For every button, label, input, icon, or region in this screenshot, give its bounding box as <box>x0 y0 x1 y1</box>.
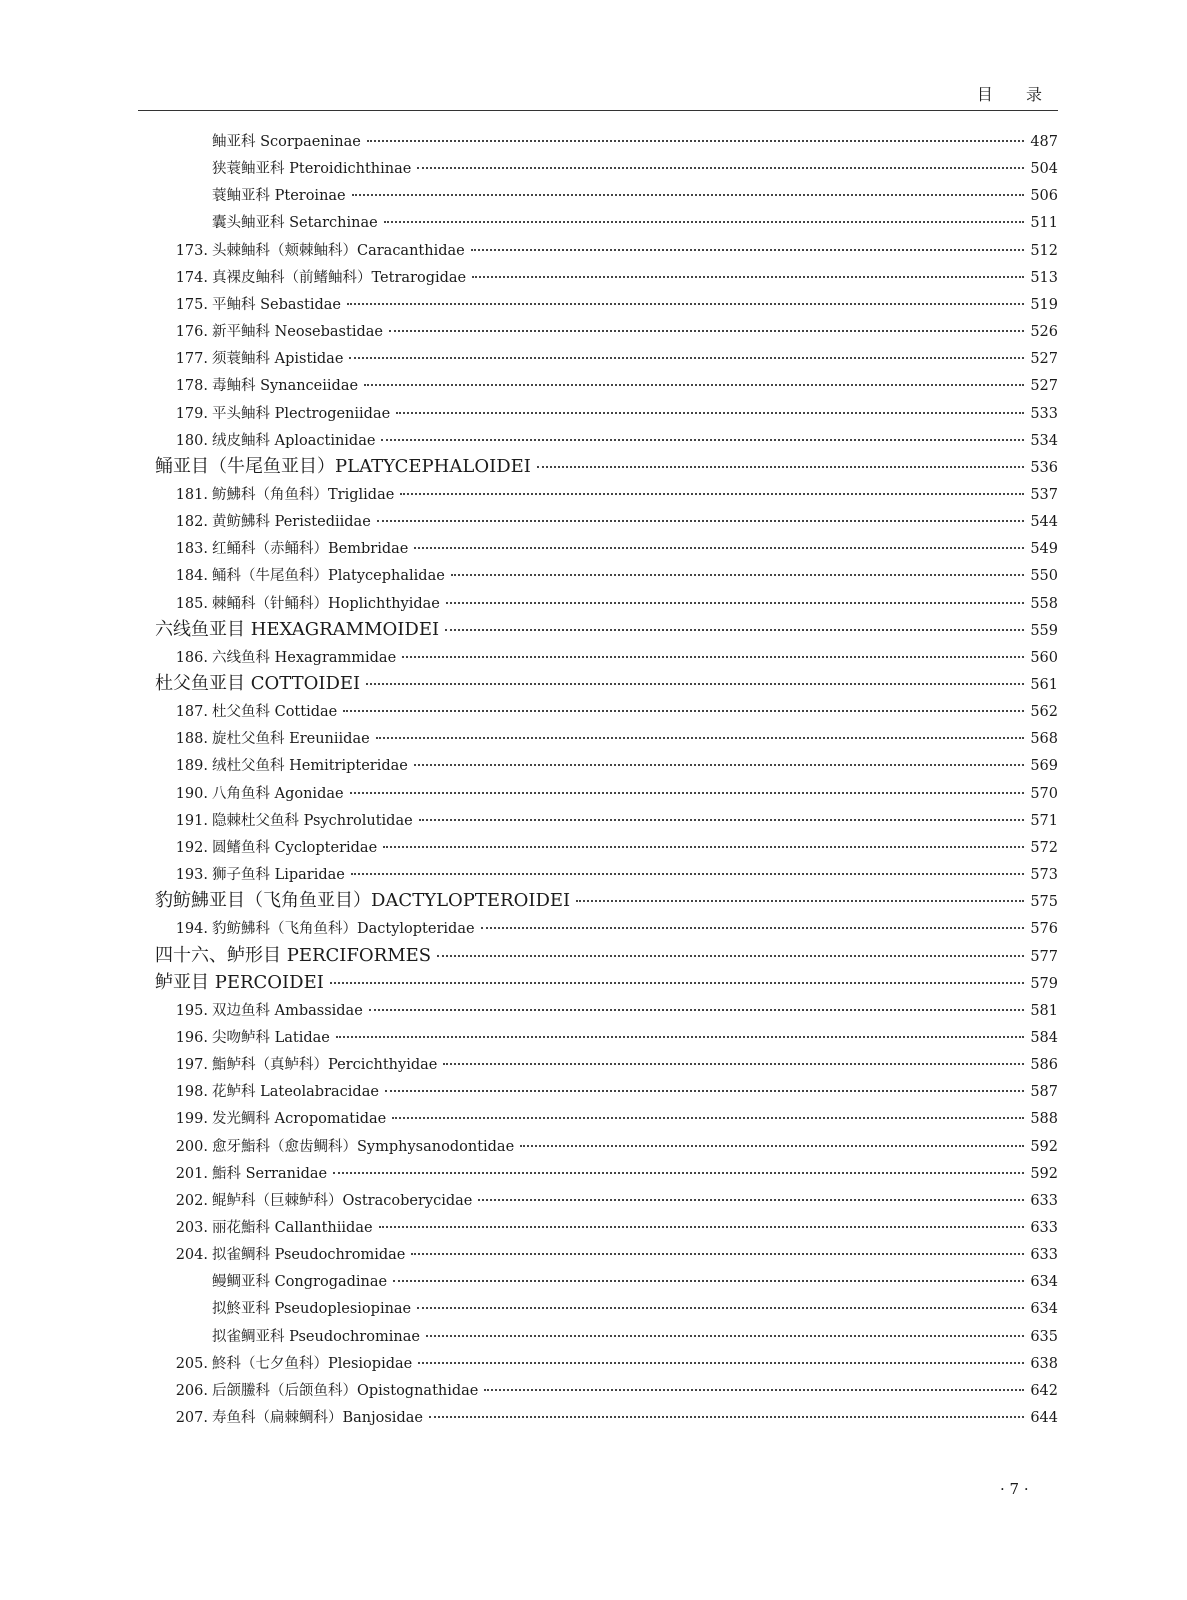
toc-entry-number: 199. <box>175 1111 208 1128</box>
dot-leader <box>402 656 1024 658</box>
toc-page-number: 560 <box>1030 649 1058 666</box>
toc-entry-label: 愈牙鮨科（愈齿鲷科）Symphysanodontidae <box>212 1138 515 1155</box>
toc-entry-label: 真裸皮鲉科（前鳍鲉科）Tetrarogidae <box>212 269 467 286</box>
toc-entry-row[interactable] <box>168 863 1058 884</box>
toc-entry-label: 狭蓑鲉亚科 Pteroidichthinae <box>212 161 412 178</box>
toc-entry-row[interactable] <box>168 374 1058 395</box>
toc-entry-label: 六线鱼科 Hexagrammidae <box>212 649 397 666</box>
header-title: 目 录 <box>976 85 1056 104</box>
dot-leader <box>478 1199 1024 1201</box>
toc-entry-number: 180. <box>175 432 208 449</box>
toc-entry-number: 189. <box>175 758 208 775</box>
toc-entry-label: 鳗鲷亚科 Congrogadinae <box>212 1274 388 1291</box>
toc-entry-number: 203. <box>175 1220 208 1236</box>
toc-entry-label: 丽花鮨科 Callanthiidae <box>212 1220 373 1236</box>
toc-page-number: 569 <box>1030 758 1058 775</box>
dot-leader <box>385 1090 1024 1092</box>
dot-leader <box>520 1145 1024 1147</box>
toc-entry-row[interactable] <box>168 754 1058 775</box>
toc-entry-label: 狮子鱼科 Liparidae <box>212 867 345 884</box>
dot-leader <box>443 1063 1024 1065</box>
dot-leader <box>343 710 1024 712</box>
toc-entry-number: 207. <box>175 1410 208 1427</box>
toc-entry-label: 棘鲬科（针鲬科）Hoplichthyidae <box>212 595 440 612</box>
toc-page-number: 571 <box>1030 812 1058 829</box>
dot-leader <box>417 1307 1024 1309</box>
toc-entry-label: 八角鱼科 Agonidae <box>212 785 344 802</box>
toc-entry-number: 192. <box>175 839 208 856</box>
toc-page-number: 536 <box>1030 459 1058 476</box>
toc-entry-label: 鮗科（七夕鱼科）Plesiopidae <box>212 1355 413 1372</box>
dot-leader <box>333 1172 1024 1174</box>
dot-leader <box>471 249 1024 251</box>
toc-page-number: 537 <box>1030 486 1058 503</box>
dot-leader <box>484 1389 1024 1391</box>
toc-subfamily-row[interactable] <box>212 157 1058 178</box>
toc-page-number: 592 <box>1030 1138 1058 1155</box>
dot-leader <box>366 683 1024 685</box>
dot-leader <box>376 737 1024 739</box>
dot-leader <box>351 873 1024 875</box>
toc-entry-label: 鲬科（牛尾鱼科）Platycephalidae <box>212 568 445 585</box>
toc-entry-number: 183. <box>175 541 208 558</box>
toc-entry-number: 193. <box>175 867 208 884</box>
dot-leader <box>392 1117 1024 1119</box>
toc-entry-row[interactable] <box>168 727 1058 748</box>
toc-entry-label: 寿鱼科（扁棘鲷科）Banjosidae <box>212 1410 423 1427</box>
toc-entry-label: 蓑鲉亚科 Pteroinae <box>212 188 346 205</box>
dot-leader <box>349 357 1024 359</box>
toc-entry-label: 杜父鱼亚目 COTTOIDEI <box>155 673 361 694</box>
toc-subfamily-row[interactable] <box>212 1297 1058 1318</box>
toc-entry-number: 190. <box>175 785 208 802</box>
toc-page-number: 634 <box>1030 1301 1058 1318</box>
toc-entry-row[interactable] <box>168 239 1058 260</box>
toc-subfamily-row[interactable] <box>212 211 1058 232</box>
toc-page-number: 572 <box>1030 839 1058 856</box>
toc-entry-row[interactable] <box>168 564 1058 585</box>
toc-page-number: 581 <box>1030 1002 1058 1019</box>
toc-entry-label: 鮨鲈科（真鲈科）Percichthyidae <box>212 1057 438 1074</box>
toc-entry-row[interactable] <box>168 1107 1058 1128</box>
toc-page-number: 534 <box>1030 432 1058 449</box>
dot-leader <box>347 303 1024 305</box>
dot-leader <box>451 574 1024 576</box>
toc-entry-number: 198. <box>175 1084 208 1101</box>
toc-entry-number: 176. <box>175 324 208 341</box>
dot-leader <box>576 900 1024 902</box>
toc-entry-row[interactable] <box>168 293 1058 314</box>
toc-page-number: 512 <box>1030 242 1058 259</box>
toc-entry-label: 旋杜父鱼科 Ereuniidae <box>212 731 370 748</box>
toc-entry-label: 头棘鲉科（颊棘鲉科）Caracanthidae <box>212 242 465 259</box>
toc-section-row[interactable] <box>155 941 1058 967</box>
toc-entry-row[interactable] <box>168 510 1058 531</box>
toc-page-number: 527 <box>1030 378 1058 395</box>
toc-entry-label: 鲲鲈科（巨棘鲈科）Ostracoberycidae <box>212 1192 473 1209</box>
dot-leader <box>446 602 1024 604</box>
toc-entry-row[interactable] <box>168 836 1058 857</box>
toc-entry-label: 圆鳍鱼科 Cyclopteridae <box>212 839 378 856</box>
toc-page-number: 586 <box>1030 1057 1058 1074</box>
toc-entry-row[interactable] <box>168 402 1058 423</box>
toc-entry-number: 197. <box>175 1057 208 1074</box>
toc-page-number: 526 <box>1030 324 1058 341</box>
toc-page-number: 559 <box>1030 622 1058 639</box>
dot-leader <box>350 792 1024 794</box>
toc-entry-label: 发光鲷科 Acropomatidae <box>212 1111 387 1128</box>
toc-entry-row[interactable] <box>168 1162 1058 1183</box>
dot-leader <box>419 819 1024 821</box>
toc-page-number: 579 <box>1030 975 1058 992</box>
toc-subfamily-row[interactable] <box>212 184 1058 205</box>
toc-page-number: 644 <box>1030 1410 1058 1427</box>
toc-entry-label: 毒鲉科 Synanceiidae <box>212 378 359 395</box>
toc-entry-label: 四十六、鲈形目 PERCIFORMES <box>155 944 432 966</box>
toc-page-number: 588 <box>1030 1111 1058 1128</box>
page-number: · 7 · <box>1000 1480 1029 1498</box>
dot-leader <box>389 330 1024 332</box>
toc-entry-row[interactable] <box>168 483 1058 504</box>
toc-page-number: 635 <box>1030 1328 1058 1345</box>
toc-entry-label: 双边鱼科 Ambassidae <box>212 1002 363 1019</box>
toc-page-number: 575 <box>1030 894 1058 911</box>
toc-entry-number: 179. <box>175 405 208 422</box>
dot-leader <box>393 1280 1024 1282</box>
toc-entry-label: 绒杜父鱼科 Hemitripteridae <box>212 758 408 775</box>
toc-entry-row[interactable] <box>168 347 1058 368</box>
dot-leader <box>381 439 1024 441</box>
toc-entry-label: 平头鲉科 Plectrogeniidae <box>212 405 391 422</box>
toc-entry-number: 201. <box>175 1165 208 1182</box>
toc-entry-row[interactable] <box>168 917 1058 938</box>
dot-leader <box>400 493 1024 495</box>
dot-leader <box>384 221 1024 223</box>
toc-entry-row[interactable] <box>168 646 1058 667</box>
toc-page-number: 584 <box>1030 1029 1058 1046</box>
toc-page-number: 577 <box>1030 948 1058 965</box>
dot-leader <box>330 982 1024 984</box>
toc-entry-number: 186. <box>175 649 208 666</box>
dot-leader <box>445 629 1024 631</box>
toc-entry-number: 184. <box>175 568 208 585</box>
toc-entry-number: 181. <box>175 486 208 503</box>
toc-entry-row[interactable] <box>168 1026 1058 1047</box>
toc-entry-label: 隐棘杜父鱼科 Psychrolutidae <box>212 812 413 829</box>
toc-entry-number: 177. <box>175 351 208 368</box>
toc-subfamily-row[interactable] <box>212 1325 1058 1346</box>
dot-leader <box>396 412 1024 414</box>
toc-entry-row[interactable] <box>168 1379 1058 1400</box>
toc-entry-row[interactable] <box>168 320 1058 341</box>
toc-entry-number: 205. <box>175 1355 208 1372</box>
toc-entry-row[interactable] <box>168 266 1058 287</box>
toc-page-number: 633 <box>1030 1192 1058 1209</box>
toc-entry-number: 175. <box>175 296 208 313</box>
toc-page-number: 504 <box>1030 161 1058 178</box>
toc-entry-label: 杜父鱼科 Cottidae <box>212 704 338 721</box>
toc-entry-label: 豹鲂鮄科（飞角鱼科）Dactylopteridae <box>212 921 475 938</box>
toc-entry-row[interactable] <box>168 1243 1058 1264</box>
toc-entry-number: 185. <box>175 595 208 612</box>
toc-entry-label: 平鲉科 Sebastidae <box>212 296 341 313</box>
toc-entry-row[interactable] <box>168 782 1058 803</box>
dot-leader <box>429 1416 1024 1418</box>
toc-page-number: 561 <box>1030 677 1058 693</box>
toc-entry-row[interactable] <box>168 1080 1058 1101</box>
toc-page-number: 592 <box>1030 1165 1058 1182</box>
toc-entry-label: 黄鲂鮄科 Peristediidae <box>212 514 371 531</box>
toc-page-number: 634 <box>1030 1274 1058 1291</box>
toc-entry-number: 194. <box>175 921 208 938</box>
toc-page-number: 638 <box>1030 1355 1058 1372</box>
toc-entry-row[interactable] <box>168 1053 1058 1074</box>
toc-page-number: 549 <box>1030 541 1058 558</box>
toc-entry-label: 鲉亚科 Scorpaeninae <box>212 134 361 150</box>
toc-page-number: 562 <box>1030 704 1058 721</box>
dot-leader <box>411 1253 1024 1255</box>
toc-entry-label: 鮨科 Serranidae <box>212 1165 328 1182</box>
toc-page-number: 487 <box>1030 134 1058 150</box>
toc-section-row[interactable] <box>155 669 1058 695</box>
toc-entry-number: 173. <box>175 242 208 259</box>
dot-leader <box>481 927 1024 929</box>
toc-section-row[interactable] <box>155 968 1058 994</box>
toc-entry-row[interactable] <box>168 1352 1058 1373</box>
dot-leader <box>383 846 1024 848</box>
dot-leader <box>472 276 1024 278</box>
toc-subfamily-row[interactable] <box>212 1270 1058 1291</box>
toc-entry-number: 188. <box>175 731 208 748</box>
toc-page-number: 642 <box>1030 1382 1058 1399</box>
dot-leader <box>352 194 1024 196</box>
toc-entry-row[interactable] <box>168 1189 1058 1210</box>
toc-entry-label: 红鲬科（赤鲬科）Bembridae <box>212 541 409 558</box>
toc-entry-row[interactable] <box>168 809 1058 830</box>
toc-section-row[interactable] <box>155 886 1058 912</box>
toc-entry-label: 绒皮鲉科 Aploactinidae <box>212 432 376 449</box>
toc-entry-label: 拟雀鲷科 Pseudochromidae <box>212 1247 406 1264</box>
toc-page-number: 576 <box>1030 921 1058 938</box>
toc-entry-row[interactable] <box>168 1135 1058 1156</box>
toc-entry-label: 鲬亚目（牛尾鱼亚目）PLATYCEPHALOIDEI <box>155 455 531 477</box>
toc-entry-label: 尖吻鲈科 Latidae <box>212 1029 330 1046</box>
toc-entry-number: 187. <box>175 704 208 721</box>
toc-entry-label: 囊头鲉亚科 Setarchinae <box>212 215 378 232</box>
toc-page-number: 533 <box>1030 405 1058 422</box>
toc-entry-row[interactable] <box>168 537 1058 558</box>
toc-entry-label: 豹鲂鮄亚目（飞角鱼亚目）DACTYLOPTEROIDEI <box>155 890 571 912</box>
toc-page-number: 568 <box>1030 731 1058 748</box>
dot-leader <box>414 547 1024 549</box>
toc-entry-number: 202. <box>175 1192 208 1209</box>
toc-page-number: 573 <box>1030 867 1058 884</box>
toc-page-number: 513 <box>1030 269 1058 286</box>
dot-leader <box>437 955 1024 957</box>
toc-entry-number: 174. <box>175 269 208 286</box>
dot-leader <box>426 1335 1024 1337</box>
running-header <box>138 78 1058 111</box>
toc-entry-row[interactable] <box>168 592 1058 613</box>
toc-entry-label: 后颌鰧科（后颌鱼科）Opistognathidae <box>212 1382 479 1399</box>
toc-entry-number: 195. <box>175 1002 208 1019</box>
toc-page-number: 544 <box>1030 514 1058 531</box>
toc-entry-label: 六线鱼亚目 HEXAGRAMMOIDEI <box>155 618 440 640</box>
toc-subfamily-row[interactable] <box>212 130 1058 151</box>
toc-entry-row[interactable] <box>168 999 1058 1020</box>
toc-entry-label: 新平鲉科 Neosebastidae <box>212 324 383 341</box>
dot-leader <box>377 520 1024 522</box>
toc-section-row[interactable] <box>155 615 1058 641</box>
toc-page-number: 570 <box>1030 785 1058 802</box>
dot-leader <box>336 1036 1024 1038</box>
dot-leader <box>414 764 1024 766</box>
toc-entry-label: 花鲈科 Lateolabracidae <box>212 1084 379 1101</box>
toc-page-number: 550 <box>1030 568 1058 585</box>
toc-entry-number: 204. <box>175 1247 208 1264</box>
toc-page-number: 587 <box>1030 1084 1058 1101</box>
toc-entry-number: 182. <box>175 514 208 531</box>
toc-entry-label: 须蓑鲉科 Apistidae <box>212 351 344 368</box>
toc-page-number: 511 <box>1030 215 1058 232</box>
dot-leader <box>537 466 1024 468</box>
toc-entry-label: 拟鮗亚科 Pseudoplesiopinae <box>212 1301 412 1318</box>
dot-leader <box>379 1226 1024 1228</box>
toc-page-number: 506 <box>1030 188 1058 205</box>
toc-entry-row[interactable] <box>168 1406 1058 1427</box>
toc-entry-label: 拟雀鲷亚科 Pseudochrominae <box>212 1328 420 1345</box>
toc-entry-number: 200. <box>175 1138 208 1155</box>
dot-leader <box>364 384 1024 386</box>
toc-entry-number: 196. <box>175 1029 208 1046</box>
toc-entry-row[interactable] <box>168 429 1058 450</box>
toc-page-number: 633 <box>1030 1247 1058 1264</box>
dot-leader <box>417 167 1024 169</box>
dot-leader <box>369 1009 1024 1011</box>
dot-leader <box>367 140 1024 142</box>
toc-page-number: 519 <box>1030 296 1058 313</box>
toc-entry-row[interactable] <box>168 1216 1058 1237</box>
toc-section-row[interactable] <box>155 452 1058 478</box>
toc-entry-row[interactable] <box>168 700 1058 721</box>
toc-entry-number: 178. <box>175 378 208 395</box>
dot-leader <box>418 1362 1024 1364</box>
toc-entry-label: 鲈亚目 PERCOIDEI <box>155 971 324 993</box>
toc-entry-label: 鲂鮄科（角鱼科）Triglidae <box>212 486 395 503</box>
toc-entry-number: 191. <box>175 812 208 829</box>
toc-page-number: 558 <box>1030 595 1058 612</box>
toc-entry-number: 206. <box>175 1382 208 1399</box>
toc-page-number: 527 <box>1030 351 1058 368</box>
toc-page-number: 633 <box>1030 1220 1058 1236</box>
